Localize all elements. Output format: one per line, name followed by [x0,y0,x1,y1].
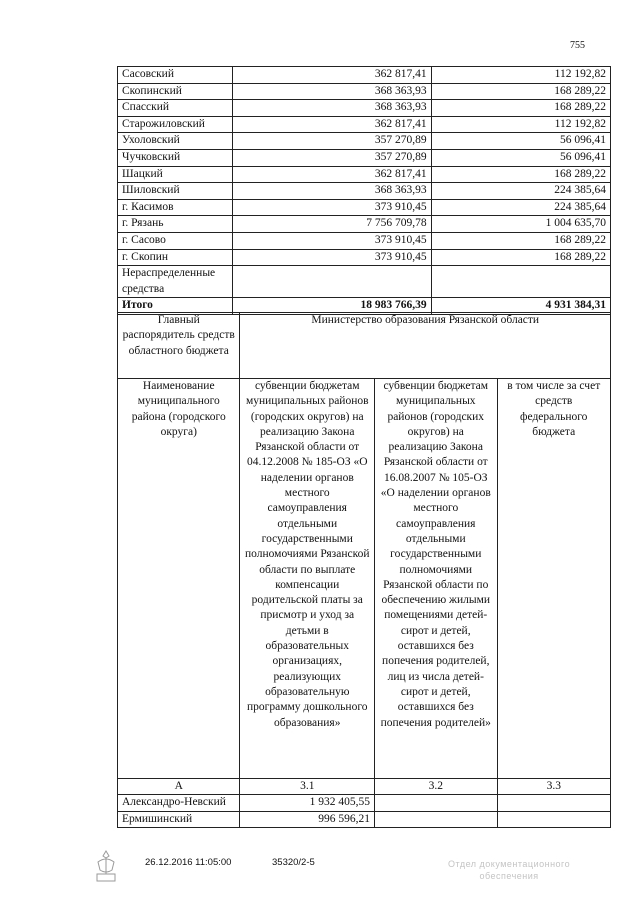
stamp-line: обеспечения [479,871,539,881]
district-name: Ермишинский [118,811,240,827]
value-col-2: 168 289,22 [431,100,610,117]
column-header-3-1: субвенции бюджетам муниципальных районов (городских округов) на реализацию Закона Рязанской области от 04.12.2008 № 185-ОЗ «О наделении органов местного самоуправления отдельными государственными полномочиями Рязанской области по выплате компенсации родительской платы за присмотр и уход за детьми в образовательных организациях, реализующих образовательную программу дошкольного образования» [240,379,375,779]
table-row [118,166,611,183]
value-col-1: 357 270,89 [232,133,431,150]
table-row [118,83,611,100]
table-row [118,100,611,117]
value-3-2 [375,795,497,811]
value-col-1: 373 910,45 [232,232,431,249]
district-name: Скопинский [118,83,233,100]
column-header-name: Наименование муниципального района (городского округа) [118,379,240,779]
footer-doc-id: 35320/2-5 [272,857,315,868]
value-col-1: 362 817,41 [232,116,431,133]
value-col-2 [431,266,610,298]
column-header-3-2: субвенции бюджетам муниципальных районов (городских округов) на реализацию Закона Рязанской области от 16.08.2007 № 105-ОЗ «О наделении органов местного самоуправления отдельными государственными полномочиями Рязанской области по обеспечению жилыми помещениями детей-сирот и детей, оставшихся без попечения родителей, лиц из числа детей-сирот и детей, оставшихся без попечения родителей» [375,379,497,779]
value-col-1: 7 756 709,78 [232,216,431,233]
value-col-1: 362 817,41 [232,67,431,84]
table-row [118,67,611,84]
value-col-2: 168 289,22 [431,166,610,183]
manager-value: Министерство образования Рязанской области [240,313,611,379]
department-stamp [448,858,570,882]
value-col-1 [232,266,431,298]
emblem-stamp-icon [92,848,120,884]
value-col-2: 224 385,64 [431,183,610,200]
district-name: Александро-Невский [118,795,240,811]
total-label: Итого [118,298,233,315]
table-row [118,183,611,200]
column-index-row [118,779,611,795]
value-3-3 [497,795,611,811]
district-name: г. Касимов [118,199,233,216]
value-col-2: 224 385,64 [431,199,610,216]
district-name: Шацкий [118,166,233,183]
district-name: Сасовский [118,67,233,84]
value-col-2: 168 289,22 [431,232,610,249]
total-value-col-1: 18 983 766,39 [232,298,431,315]
page-number: 755 [570,40,585,51]
stamp-line: Отдел документационного [448,859,571,869]
index-cell: А [118,779,240,795]
table-row [118,232,611,249]
value-3-1: 996 596,21 [240,811,375,827]
manager-label: Главный распорядитель средств областного бюджета [118,313,240,379]
total-value-col-2: 4 931 384,31 [431,298,610,315]
footer-datetime: 26.12.2016 11:05:00 [145,857,232,868]
district-name: Ухоловский [118,133,233,150]
table-row [118,149,611,166]
district-name: г. Рязань [118,216,233,233]
table-row [118,116,611,133]
value-col-2: 56 096,41 [431,133,610,150]
value-3-2 [375,811,497,827]
table-row [118,199,611,216]
value-3-1: 1 932 405,55 [240,795,375,811]
subvention-table [117,312,611,828]
value-col-1: 373 910,45 [232,249,431,266]
value-col-2: 168 289,22 [431,249,610,266]
distribution-table-continued [117,66,611,315]
table-row [118,811,611,827]
table-row [118,216,611,233]
district-name: Чучковский [118,149,233,166]
table-row [118,266,611,298]
column-header-3-3: в том числе за счет средств федерального бюджета [497,379,611,779]
value-col-1: 368 363,93 [232,100,431,117]
value-col-1: 357 270,89 [232,149,431,166]
index-cell: 3.1 [240,779,375,795]
value-col-1: 368 363,93 [232,183,431,200]
district-name: г. Сасово [118,232,233,249]
table-row [118,133,611,150]
district-name: Спасский [118,100,233,117]
district-name: г. Скопин [118,249,233,266]
district-name: Шиловский [118,183,233,200]
value-col-1: 362 817,41 [232,166,431,183]
district-name: Нераспределенные средства [118,266,233,298]
value-col-2: 112 192,82 [431,116,610,133]
value-col-1: 373 910,45 [232,199,431,216]
value-col-2: 112 192,82 [431,67,610,84]
value-col-2: 56 096,41 [431,149,610,166]
district-name: Старожиловский [118,116,233,133]
index-cell: 3.2 [375,779,497,795]
value-col-2: 168 289,22 [431,83,610,100]
table-row [118,249,611,266]
value-3-3 [497,811,611,827]
value-col-1: 368 363,93 [232,83,431,100]
index-cell: 3.3 [497,779,611,795]
table-row [118,795,611,811]
value-col-2: 1 004 635,70 [431,216,610,233]
